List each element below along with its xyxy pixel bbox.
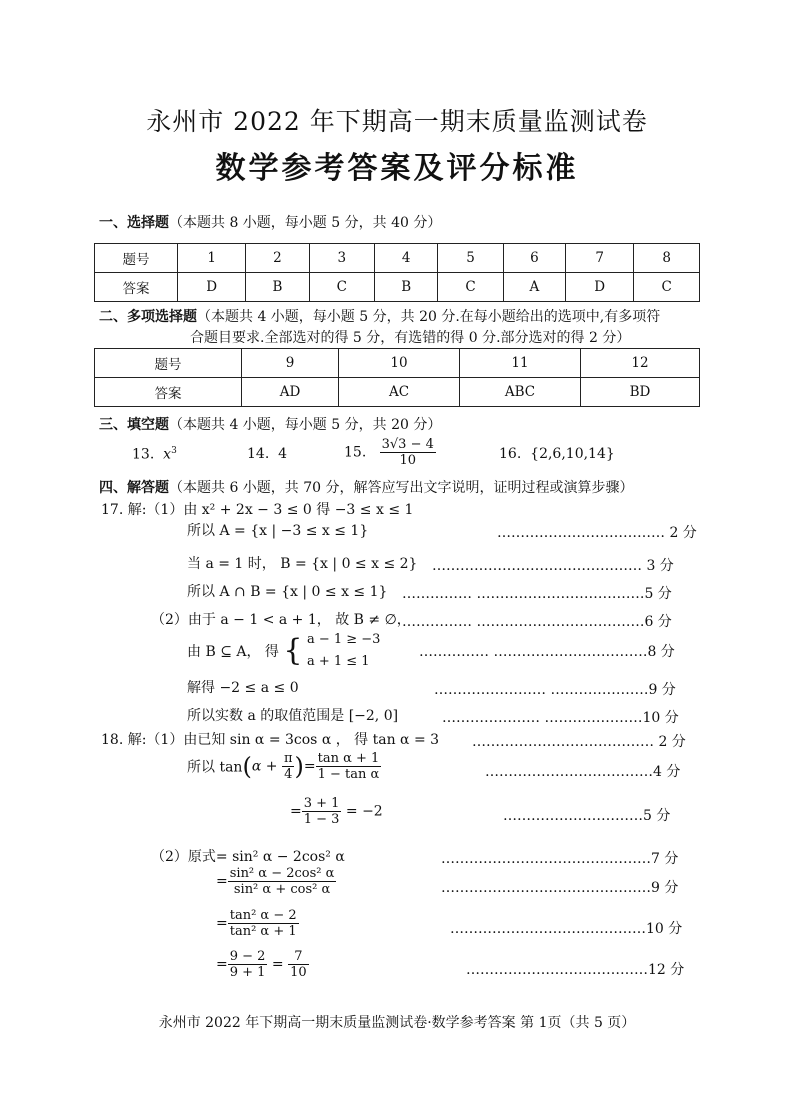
p18-score-7: ………………………………………7 分 [441, 851, 679, 867]
p18-score-12: …………………………………12 分 [466, 962, 685, 978]
p17-score-9: …………………… …………………9 分 [434, 682, 676, 698]
p17-line6-prefix: 由 B ⊆ A， 得 [187, 644, 279, 660]
p18-pi-over-4 [282, 751, 295, 782]
section3-heading [99, 414, 441, 434]
p18-tan-fraction [316, 751, 382, 782]
p17-system-eq1: a − 1 ≥ −3 [306, 632, 381, 647]
section3-label: 三、填空题 [99, 417, 169, 433]
p18-final-fraction-2 [288, 949, 309, 980]
tan2-numerator: tan² α − 2 [229, 908, 297, 923]
p17-line1: 17. 解:（1）由 x² + 2x − 3 ≤ 0 得 −3 ≤ x ≤ 1 [101, 502, 414, 518]
title-line2: 数学参考答案及评分标准 [215, 151, 579, 186]
final2-numerator: 7 [288, 949, 309, 965]
page-footer: 永州市 2022 年下期高一期末质量监测试卷·数学参考答案 第 1页（共 5 页） [158, 1015, 636, 1031]
p17-line5: （2）由于 a − 1 < a + 1， 故 B ≠ ∅， [151, 612, 411, 628]
p17-line2: 所以 A = {x | −3 ≤ x ≤ 1} [187, 523, 369, 539]
tan2-denominator: tan² α + 1 [229, 924, 297, 939]
answer-14 [247, 446, 287, 462]
section2-heading [99, 306, 660, 326]
a13-exp: 3 [171, 446, 177, 456]
table1-q-cell: 2 [246, 244, 309, 273]
final1-denominator: 9 + 1 [229, 965, 266, 980]
answer-13 [132, 446, 177, 463]
answer-table-2 [94, 348, 700, 407]
p18-final-fraction-1 [228, 949, 268, 980]
p18-score-10: ……………………………………10 分 [450, 921, 683, 937]
answer-table-1 [94, 243, 700, 302]
q15-number: 15. [344, 444, 367, 461]
p18-ratio-fraction [228, 866, 337, 897]
q16-number: 16. [499, 446, 522, 462]
a15-denominator: 10 [399, 453, 417, 468]
p17-line8: 所以实数 a 的取值范围是 [−2, 0] [187, 708, 399, 724]
p18-tan2-fraction [228, 908, 299, 939]
p18-line2-prefix: 所以 tan [187, 759, 243, 776]
table1-q-cell: 7 [565, 244, 633, 273]
p17-system [307, 629, 381, 673]
table1-header-q: 题号 [95, 244, 178, 273]
table2-q-cell: 12 [581, 349, 700, 378]
value-numerator: 3 + 1 [303, 796, 340, 811]
p18-score-4: ………………………………4 分 [485, 764, 681, 780]
table1-q-cell: 1 [178, 244, 246, 273]
p18-line1: 18. 解:（1）由已知 sin α = 3cos α ， 得 tan α = 3 [101, 732, 440, 748]
section2-desc-2: 合题目要求.全部选对的得 5 分，有选错的得 0 分.部分选对的得 2 分） [190, 330, 631, 346]
table1-q-cell: 6 [503, 244, 565, 273]
table1-header-a: 答案 [95, 273, 178, 302]
open-paren-icon: ( [242, 752, 252, 781]
p17-line7: 解得 −2 ≤ a ≤ 0 [187, 680, 299, 696]
table2-q-cell: 9 [242, 349, 339, 378]
q14-number: 14. [247, 446, 270, 462]
q13-number: 13. [132, 446, 155, 463]
table1-a-cell: B [375, 273, 438, 302]
p18-score-2: ………………………………… 2 分 [472, 734, 686, 750]
a16-value: {2,6,10,14} [530, 446, 615, 462]
table1-a-cell: D [565, 273, 633, 302]
close-paren-icon: ) [294, 752, 304, 781]
table2-header-q: 题号 [95, 349, 242, 378]
p17-line4: 所以 A ∩ B = {x | 0 ≤ x ≤ 1} [187, 584, 388, 600]
table1-a-cell: C [634, 273, 700, 302]
table1-a-cell: B [246, 273, 309, 302]
a15-fraction [380, 437, 436, 468]
p17-score-8: …………… ……………………………8 分 [419, 644, 675, 660]
p18-line7: = $\frac{9 - 2}{9 + 1}$ = $\frac{7}{10}$ [216, 949, 307, 980]
final1-numerator: 9 − 2 [229, 949, 266, 964]
final2-denominator: 10 [290, 965, 307, 980]
table2-a-cell: AC [339, 378, 460, 407]
section3-desc: （本题共 4 小题，每小题 5 分，共 20 分） [169, 417, 442, 433]
p18-line2: 所以 tan(α + $\frac{\pi}{4}$ )= $\frac{\text{tan α + 1}}{\text{1 − tan α}}$ [187, 751, 380, 782]
table2-answer-row [95, 378, 700, 407]
table1-q-cell: 3 [309, 244, 375, 273]
table1-question-row [95, 244, 700, 273]
table2-a-cell: ABC [460, 378, 581, 407]
table1-a-cell: C [309, 273, 375, 302]
title-line1: 永州市 2022 年下期高一期末质量监测试卷 [146, 107, 648, 136]
system-brace-icon: { [283, 633, 303, 668]
section1-label: 一、选择题 [99, 215, 169, 231]
p17-score-6: …………… ………………………………6 分 [402, 614, 672, 630]
table2-a-cell: BD [581, 378, 700, 407]
table2-a-cell: AD [242, 378, 339, 407]
tan-denominator: 1 − tan α [317, 767, 380, 782]
table1-q-cell: 5 [438, 244, 504, 273]
section2-label: 二、多项选择题 [99, 309, 197, 325]
table1-a-cell: A [503, 273, 565, 302]
section1-heading [99, 212, 441, 232]
value-denominator: 1 − 3 [303, 812, 340, 827]
section4-label: 四、解答题 [99, 480, 169, 496]
section1-desc: （本题共 8 小题，每小题 5 分，共 40 分） [169, 215, 442, 231]
table2-q-cell: 11 [460, 349, 581, 378]
answer-16 [499, 446, 615, 462]
pi-numerator: π [283, 751, 293, 766]
answer-15 [344, 437, 436, 468]
table2-q-cell: 10 [339, 349, 460, 378]
table1-a-cell: C [438, 273, 504, 302]
p18-line3: = $\frac{3 + 1}{1 - 3}$ = −2 [290, 796, 383, 827]
a14-value: 4 [278, 446, 288, 462]
p18-score-5: …………………………5 分 [503, 808, 671, 824]
table2-question-row [95, 349, 700, 378]
table1-answer-row [95, 273, 700, 302]
ratio-denominator: sin² α + cos² α [233, 882, 331, 897]
p18-line4: （2）原式= sin² α − 2cos² α [151, 849, 345, 865]
p17-system-eq2: a + 1 ≤ 1 [306, 654, 370, 669]
a15-numerator: 3√3 − 4 [381, 437, 434, 452]
p18-line5: = $\frac{\text{sin² α − 2cos² α}}{\text{sin² α + cos² α}}$ [216, 866, 335, 897]
p17-score-5: …………… ………………………………5 分 [402, 586, 672, 602]
section2-desc-1: （本题共 4 小题，每小题 5 分，共 20 分.在每小题给出的选项中,有多项符 [197, 309, 661, 325]
p18-score-9: ………………………………………9 分 [441, 880, 679, 896]
section4-desc: （本题共 6 小题，共 70 分，解答应写出文字说明，证明过程或演算步骤） [169, 480, 634, 496]
a13-base: x [163, 446, 172, 463]
p17-line3: 当 a = 1 时， B = {x | 0 ≤ x ≤ 2} [187, 556, 418, 572]
p18-line3-result: = −2 [345, 803, 383, 820]
p17-score-2: ……………………………… 2 分 [497, 525, 697, 541]
ratio-numerator: sin² α − 2cos² α [229, 866, 335, 881]
pi-denominator: 4 [284, 767, 293, 782]
p17-score-3: ……………………………………… 3 分 [432, 558, 674, 574]
p18-value-fraction [302, 796, 342, 827]
table2-header-a: 答案 [95, 378, 242, 407]
table1-q-cell: 8 [634, 244, 700, 273]
section4-heading [99, 477, 634, 497]
table1-q-cell: 4 [375, 244, 438, 273]
p17-score-10: ………………… …………………10 分 [442, 710, 679, 726]
table1-a-cell: D [178, 273, 246, 302]
tan-numerator: tan α + 1 [317, 751, 380, 766]
p18-line6: = $\frac{\text{tan² α − 2}}{\text{tan² α + 1}}$ [216, 908, 297, 939]
p17-line6 [187, 629, 380, 673]
